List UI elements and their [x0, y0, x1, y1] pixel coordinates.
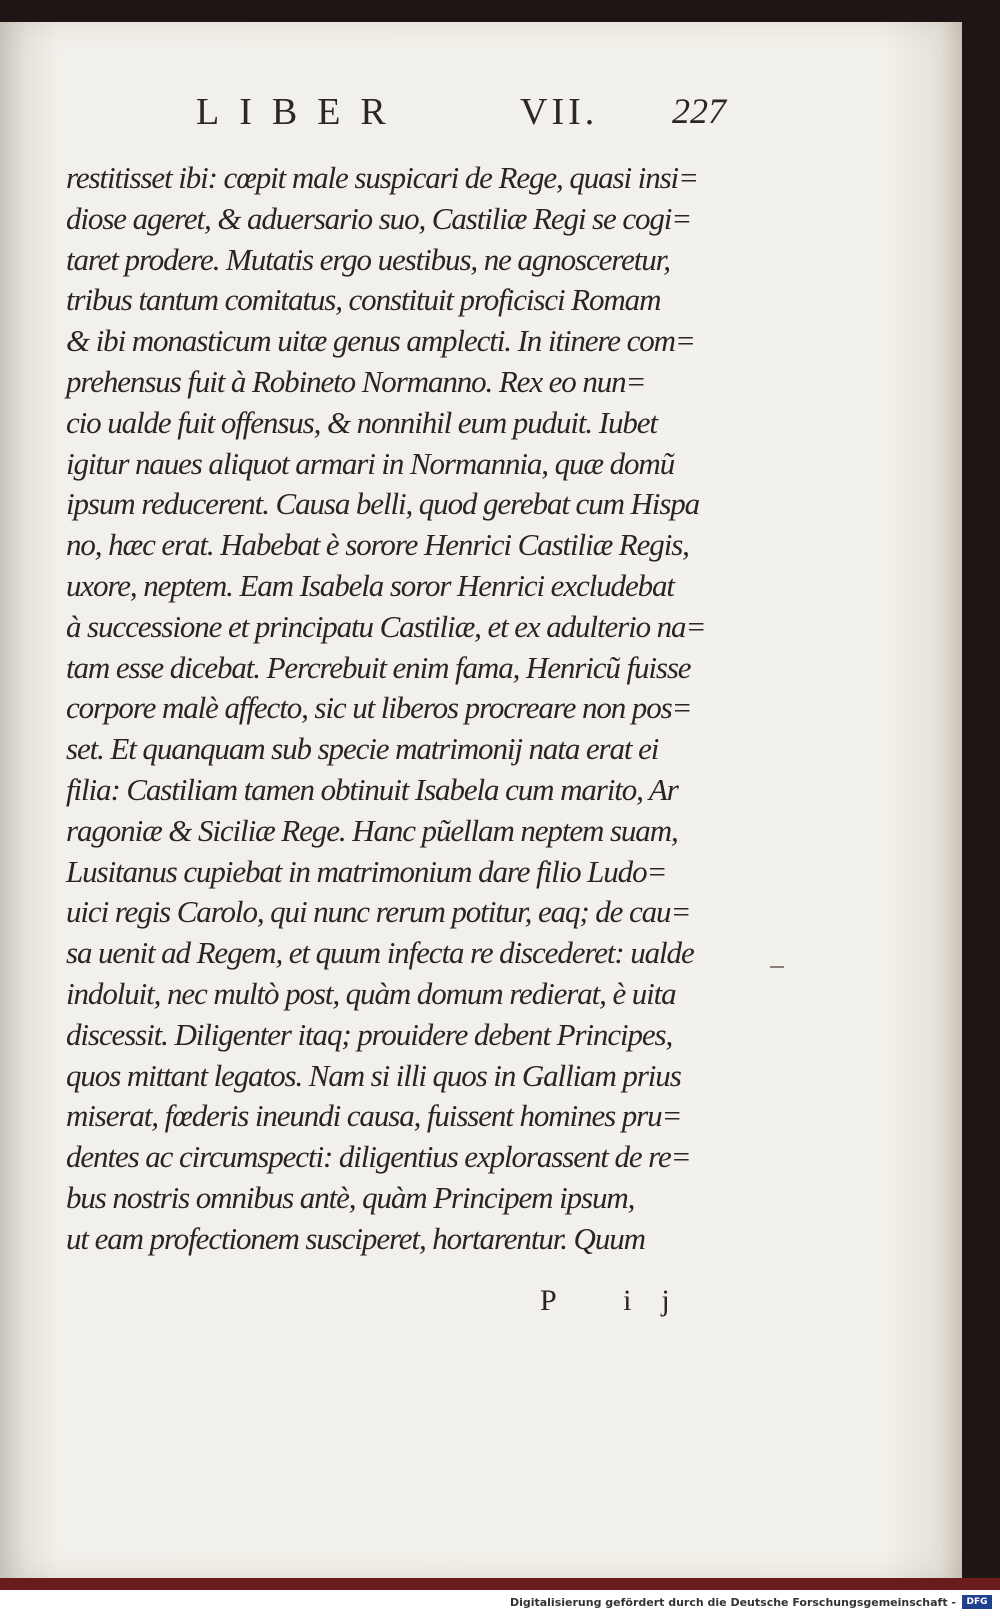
text-line: no, hæc erat. Habebat è sorore Henrici Castiliæ Regis, [66, 527, 689, 563]
text-line: set. Et quanquam sub specie matrimonij nata erat ei [66, 731, 659, 767]
text-line: cio ualde fuit offensus, & nonnihil eum puduit. Iubet [66, 404, 657, 440]
text-line: ragoniæ & Siciliæ Rege. Hanc pũellam neptem suam, [66, 812, 678, 848]
scan-edge [0, 1578, 1000, 1590]
text-line: igitur naues aliquot armari in Normannia, quæ domũ [66, 445, 675, 481]
text-line: restitisset ibi: cœpit male suspicari de Rege, quasi insi= [66, 160, 698, 195]
text-line: discessit. Diligenter itaq; prouidere debent Principes, [66, 1016, 673, 1052]
text-line: corpore malè affecto, sic ut liberos procreare non pos= [66, 690, 692, 726]
text-line: indoluit, nec multò post, quàm domum redierat, è uita [66, 975, 676, 1011]
text-line: dentes ac circumspecti: diligentius explorassent de re= [66, 1139, 691, 1175]
signature-mark: P ij [540, 1284, 700, 1317]
page-number: 227 [672, 91, 726, 131]
text-line: ipsum reducerent. Causa belli, quod gerebat cum Hispa [66, 486, 700, 522]
book-number: VII. [520, 91, 599, 133]
text-line: sa uenit ad Regem, et quum infecta re discederet: ualde [66, 935, 694, 971]
text-line: uxore, neptem. Eam Isabela soror Henrici excludebat [66, 567, 674, 603]
body-text [66, 158, 726, 1260]
text-line: ut eam profectionem susciperet, hortarentur. Quum [66, 1220, 645, 1256]
footer-bar [0, 1590, 1000, 1619]
text-line: tribus tantum comitatus, constituit proficisci Romam [66, 282, 661, 318]
text-line: prehensus fuit à Robineto Normanno. Rex eo nun= [66, 363, 646, 399]
text-line: à successione et principatu Castiliæ, et ex adulterio na= [66, 608, 706, 644]
text-line: & ibi monasticum uitæ genus amplecti. In itinere com= [66, 323, 695, 359]
margin-mark [770, 966, 784, 968]
text-line: miserat, fœderis ineundi causa, fuissent homines pru= [66, 1098, 682, 1134]
funding-credit: Digitalisierung gefördert durch die Deutsche Forschungsgemeinschaft - [509, 1596, 956, 1609]
text-line: taret prodere. Mutatis ergo uestibus, ne agnosceretur, [66, 241, 670, 277]
dfg-logo: DFG [962, 1595, 992, 1609]
text-line: bus nostris omnibus antè, quàm Principem ipsum, [66, 1179, 635, 1215]
text-line: uici regis Carolo, qui nunc rerum potitur, eaq; de cau= [66, 894, 691, 930]
text-line: quos mittant legatos. Nam si illi quos in Galliam prius [66, 1057, 681, 1093]
running-head: LIBER [196, 91, 406, 133]
page-header [0, 84, 962, 134]
text-line: filia: Castiliam tamen obtinuit Isabela cum marito, Ar [66, 771, 678, 807]
book-page [0, 22, 962, 1578]
text-line: Lusitanus cupiebat in matrimonium dare filio Ludo= [66, 853, 667, 889]
text-line: tam esse dicebat. Percrebuit enim fama, Henricũ fuisse [66, 649, 691, 685]
text-line: diose ageret, & aduersario suo, Castiliæ Regi se cogi= [66, 200, 692, 236]
